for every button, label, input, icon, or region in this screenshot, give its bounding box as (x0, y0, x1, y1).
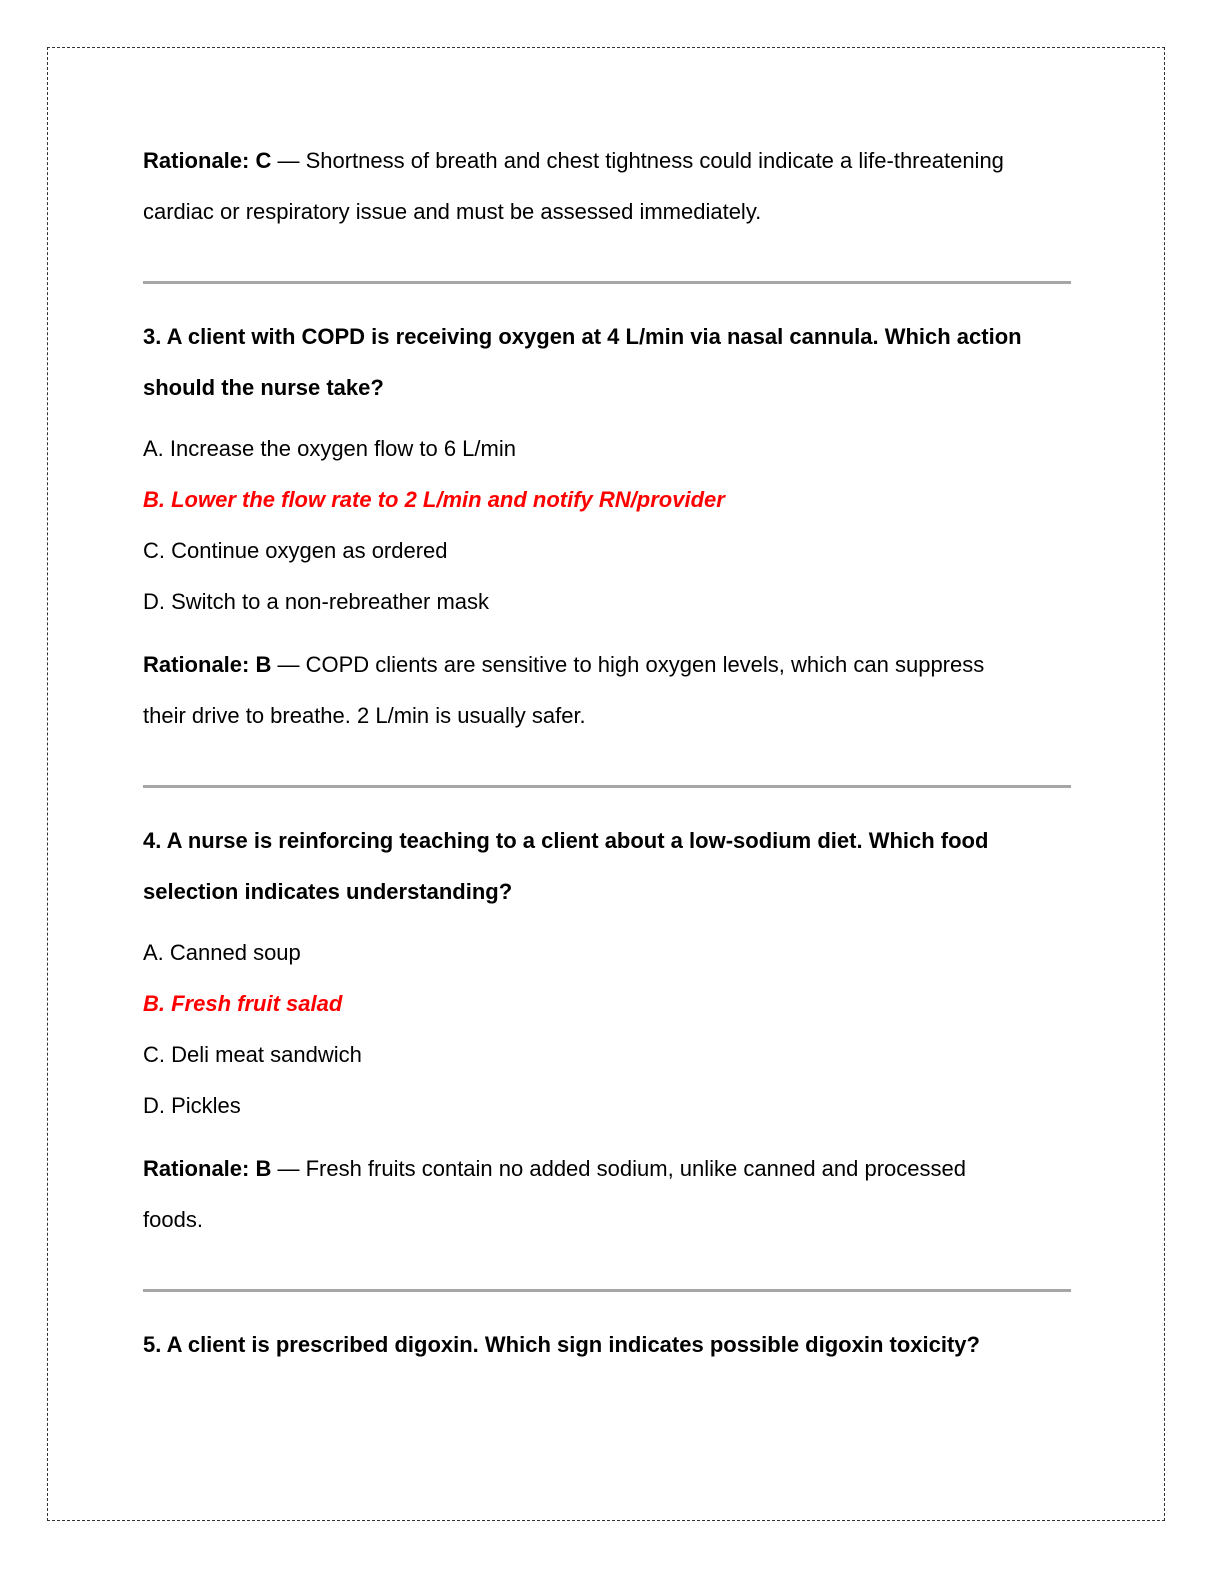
option-c: C. Continue oxygen as ordered (143, 538, 448, 563)
option-b-correct: B. Lower the flow rate to 2 L/min and notify RN/provider (143, 487, 725, 512)
question-3: 3. A client with COPD is receiving oxygen at 4 L/min via nasal cannula. Which action should the nurse take? (143, 324, 1022, 400)
rationale-label: Rationale: B (143, 1156, 272, 1181)
section-divider (143, 785, 1071, 788)
rationale-q2 (143, 135, 1013, 237)
section-divider (143, 1289, 1071, 1292)
rationale-q3 (143, 639, 1003, 741)
option-b-correct: B. Fresh fruit salad (143, 991, 343, 1016)
option-d: D. Switch to a non-rebreather mask (143, 589, 490, 614)
rationale-label: Rationale: B (143, 652, 272, 677)
document-content (143, 135, 1073, 1370)
rationale-text: — COPD clients are sensitive to high oxygen levels, which can suppress their drive to breathe. 2 L/min is usually safer. (143, 652, 985, 728)
option-d: D. Pickles (143, 1093, 241, 1118)
rationale-q4 (143, 1143, 1003, 1245)
rationale-text: — Shortness of breath and chest tightness could indicate a life-threatening cardiac or respiratory issue and must be assessed immediately. (143, 148, 1004, 224)
section-divider (143, 281, 1071, 284)
rationale-label: Rationale: C (143, 148, 272, 173)
option-c: C. Deli meat sandwich (143, 1042, 362, 1067)
option-a: A. Canned soup (143, 940, 301, 965)
question-4: 4. A nurse is reinforcing teaching to a client about a low-sodium diet. Which food selection indicates understanding? (143, 828, 989, 904)
rationale-text: — Fresh fruits contain no added sodium, unlike canned and processed foods. (143, 1156, 966, 1232)
question-5: 5. A client is prescribed digoxin. Which sign indicates possible digoxin toxicity? (143, 1332, 980, 1357)
option-a: A. Increase the oxygen flow to 6 L/min (143, 436, 516, 461)
